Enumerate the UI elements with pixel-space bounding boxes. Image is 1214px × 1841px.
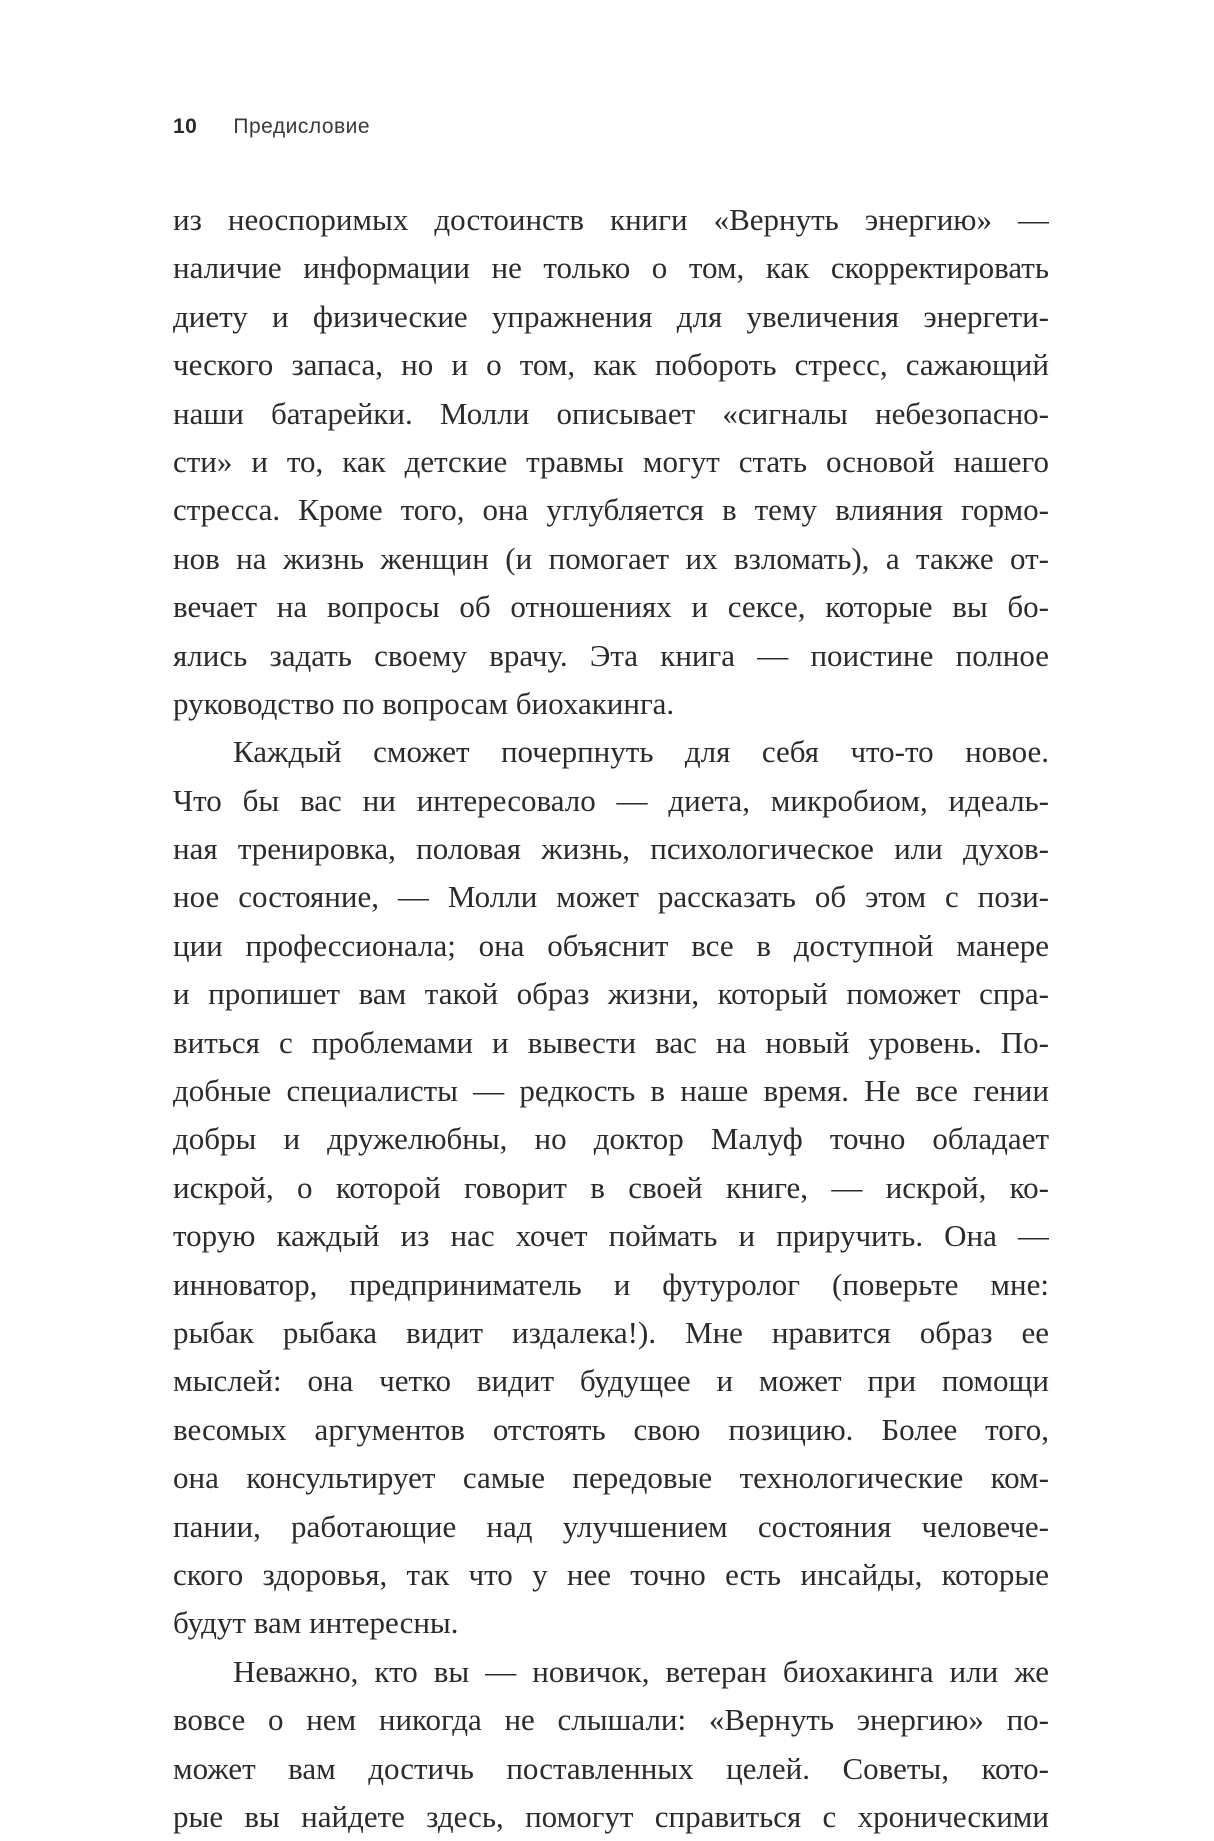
text-line: ное состояние, — Молли может рассказать об этом с пози- [173,879,1049,915]
text-line: ческого запаса, но и о том, как побороть стресс, сажающий [173,347,1049,383]
text-line: вовсе о нем никогда не слышали: «Вернуть энергию» по- [173,1702,1049,1738]
text-line: наличие информации не только о том, как скорректировать [173,250,1049,286]
text-line: ялись задать своему врачу. Эта книга — поистине полное [173,637,1049,673]
text-line: рые вы найдете здесь, помогут справиться с хроническими [173,1798,1049,1834]
running-head [173,115,370,139]
text-line: рыбак рыбака видит издалека!). Мне нравится образ ее [173,1314,1049,1350]
body-text [173,196,1049,1841]
text-line: ции профессионала; она объяснит все в доступной манере [173,927,1049,963]
text-line: ная тренировка, половая жизнь, психологическое или духов- [173,831,1049,867]
text-line: из неоспоримых достоинств книги «Вернуть энергию» — [173,202,1049,237]
text-line: ского здоровья, так что у нее точно есть инсайды, которые [173,1556,1049,1592]
text-line: торую каждый из нас хочет поймать и приручить. Она — [173,1218,1049,1254]
text-line: руководство по вопросам биохакинга. [173,685,675,721]
text-line: добры и дружелюбны, но доктор Малуф точно обладает [173,1121,1049,1157]
text-line: наши батарейки. Молли описывает «сигналы небезопасно- [173,395,1049,431]
text-line: и пропишет вам такой образ жизни, который поможет спра- [173,976,1049,1012]
text-line: сти» и то, как детские травмы могут стать основой нашего [173,443,1049,479]
text-line: пании, работающие над улучшением состояния человече- [173,1508,1049,1544]
paragraph [173,196,1049,728]
text-line: нов на жизнь женщин (и помогает их взломать), а также от- [173,540,1049,576]
paragraph [173,728,1049,1647]
text-line: виться с проблемами и вывести вас на новый уровень. По- [173,1024,1049,1060]
text-line: стресса. Кроме того, она углубляется в тему влияния гормо- [173,492,1049,528]
text-line: весомых аргументов отстоять свою позицию. Более того, [173,1411,1049,1447]
text-line: диету и физические упражнения для увеличения энергети- [173,298,1049,334]
text-line: Что бы вас ни интересовало — диета, микробиом, идеаль- [173,782,1049,818]
text-line: инноватор, предприниматель и футуролог (поверьте мне: [173,1266,1049,1302]
text-line: будут вам интересны. [173,1605,459,1641]
text-line: может вам достичь поставленных целей. Советы, кото- [173,1750,1049,1786]
text-line: мыслей: она четко видит будущее и может при помощи [173,1363,1049,1399]
section-title: Предисловие [233,115,371,138]
page-number: 10 [173,115,198,138]
text-line: вечает на вопросы об отношениях и сексе, которые вы бо- [173,589,1049,625]
text-line: искрой, о которой говорит в своей книге, — искрой, ко- [173,1169,1049,1205]
text-line: Неважно, кто вы — новичок, ветеран биохакинга или же [233,1653,1049,1689]
paragraph [173,1648,1049,1841]
text-line: она консультирует самые передовые технологические ком- [173,1460,1049,1496]
text-line: добные специалисты — редкость в наше время. Не все гении [173,1073,1049,1109]
text-line: Каждый сможет почерпнуть для себя что-то новое. [233,734,1049,770]
